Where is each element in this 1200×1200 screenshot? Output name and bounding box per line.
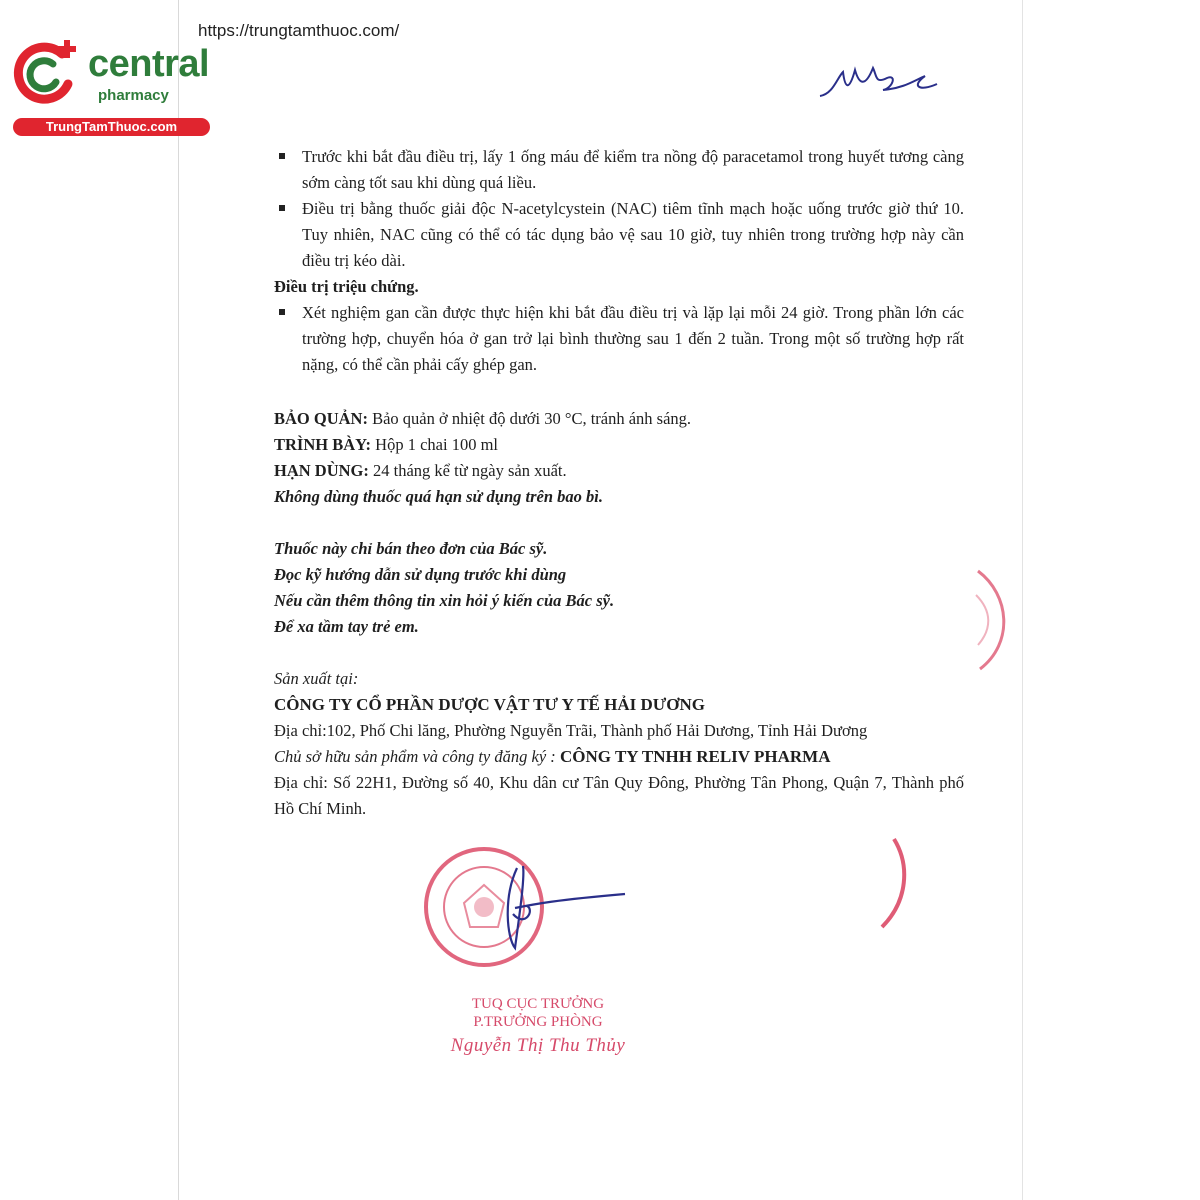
warning-line: Thuốc này chỉ bán theo đơn của Bác sỹ.	[274, 539, 548, 558]
logo-wordmark: central	[88, 43, 210, 85]
pharmacy-logo-icon	[10, 38, 82, 110]
approval-block	[438, 995, 638, 1055]
expiry-label: HẠN DÙNG:	[274, 461, 369, 480]
warning-line: Nếu cần thêm thông tin xin hỏi ý kiến của Bác sỹ.	[274, 591, 615, 610]
bullet-item: Xét nghiệm gan cần được thực hiện khi bắt đầu điều trị và lặp lại mỗi 24 giờ. Trong phần lớn các trường hợp, chuyển hóa ở gan trở lại bình thường sau 1 đến 2 tuần. Trong một số trường hợp rất nặng, có thể cần phải cấy ghép gan.	[274, 300, 964, 378]
handwritten-signature	[495, 858, 645, 958]
storage-line	[274, 406, 964, 432]
presentation-text: Hộp 1 chai 100 ml	[371, 435, 498, 454]
logo-site-name: TrungTamThuoc.com	[13, 118, 210, 136]
warning-line: Để xa tầm tay trẻ em.	[274, 617, 419, 636]
approval-line: P.TRƯỞNG PHÒNG	[473, 1014, 603, 1030]
owner-line	[274, 744, 964, 770]
leaflet-content	[274, 144, 964, 822]
manufacturer-name: CÔNG TY CỔ PHẦN DƯỢC VẬT TƯ Y TẾ HẢI DƯƠNG	[274, 695, 706, 714]
page-edge-left	[178, 0, 179, 1200]
expiry-line	[274, 458, 964, 484]
logo-subtitle: pharmacy	[98, 87, 169, 104]
approval-line: TUQ CỤC TRƯỞNG	[471, 996, 605, 1012]
owner-name: CÔNG TY TNHH RELIV PHARMA	[555, 747, 831, 766]
stamp-fragment	[970, 565, 1015, 675]
section-heading: Điều trị triệu chứng.	[274, 277, 419, 296]
manufacturer-label: Sản xuất tại:	[274, 669, 359, 688]
expiry-note: Không dùng thuốc quá hạn sử dụng trên bao bì.	[274, 487, 604, 506]
owner-label: Chủ sở hữu sản phẩm và công ty đăng ký :	[274, 747, 556, 766]
warning-line: Đọc kỹ hướng dẫn sử dụng trước khi dùng	[274, 565, 567, 584]
bullet-item: Điều trị bằng thuốc giải độc N-acetylcystein (NAC) tiêm tĩnh mạch hoặc uống trước giờ thứ 10. Tuy nhiên, NAC cũng có thể có tác dụng bảo vệ sau 10 giờ, tuy nhiên trong trường hợp này cần điều trị kéo dài.	[274, 196, 964, 274]
storage-label: BẢO QUẢN:	[274, 409, 368, 428]
presentation-label: TRÌNH BÀY:	[274, 435, 372, 454]
bullet-item: Trước khi bắt đầu điều trị, lấy 1 ống máu để kiểm tra nồng độ paracetamol trong huyết tương càng sớm càng tốt sau khi dùng quá liều.	[274, 144, 964, 196]
storage-text: Bảo quản ở nhiệt độ dưới 30 °C, tránh ánh sáng.	[367, 409, 692, 428]
approver-name: Nguyễn Thị Thu Thủy	[450, 1035, 626, 1056]
manufacturer-address: Địa chỉ:102, Phố Chi lăng, Phường Nguyễn Trãi, Thành phố Hải Dương, Tỉnh Hải Dương	[274, 721, 868, 740]
source-url[interactable]: https://trungtamthuoc.com/	[198, 21, 400, 40]
initials-signature	[815, 58, 945, 108]
stamp-fragment	[872, 835, 917, 935]
pharmacy-logo[interactable]	[10, 38, 215, 138]
owner-address: Địa chỉ: Số 22H1, Đường số 40, Khu dân cư Tân Quy Đông, Phường Tân Phong, Quận 7, Thành phố Hồ Chí Minh.	[274, 773, 964, 818]
page-edge-right	[1022, 0, 1023, 1200]
presentation-line	[274, 432, 964, 458]
expiry-text: 24 tháng kể từ ngày sản xuất.	[368, 461, 567, 480]
